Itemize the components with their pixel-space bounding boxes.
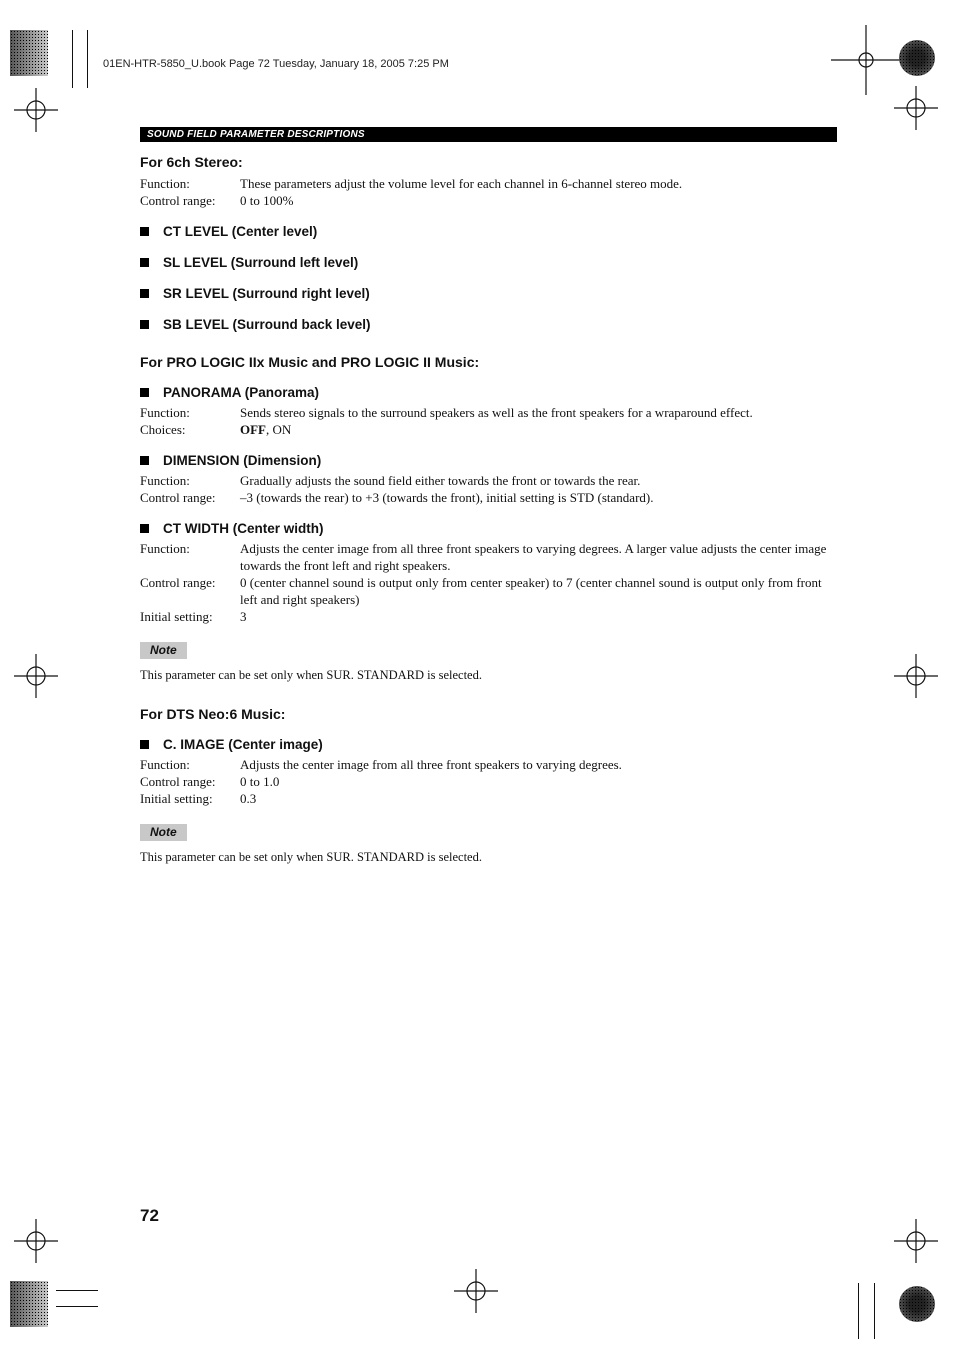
square-bullet-icon — [140, 524, 149, 533]
param-row — [140, 574, 837, 608]
param-label: Initial setting: — [140, 791, 213, 806]
param-row — [140, 608, 837, 625]
square-bullet-icon — [140, 456, 149, 465]
param-row — [140, 540, 837, 574]
bullet-item-panorama — [140, 384, 837, 401]
crop-line-icon — [874, 1283, 875, 1339]
param-value — [240, 421, 837, 438]
param-label: Control range: — [140, 774, 216, 789]
registration-crosshair-icon — [14, 654, 58, 698]
param-label: Initial setting: — [140, 609, 213, 624]
crop-line-icon — [56, 1306, 98, 1307]
bullet-item-sl-level — [140, 254, 837, 271]
param-label: Control range: — [140, 575, 216, 590]
bullet-item-label: DIMENSION (Dimension) — [163, 453, 322, 468]
param-row — [140, 421, 837, 438]
choice-rest: , ON — [266, 422, 292, 437]
crop-line-icon — [858, 1283, 859, 1339]
param-row — [140, 756, 837, 773]
param-label: Control range: — [140, 193, 216, 208]
param-row — [140, 192, 837, 209]
square-bullet-icon — [140, 289, 149, 298]
param-label: Function: — [140, 757, 190, 772]
bullet-item-sr-level — [140, 285, 837, 302]
section-banner: SOUND FIELD PARAMETER DESCRIPTIONS — [140, 127, 837, 142]
note-text: This parameter can be set only when SUR. STANDARD is selected. — [140, 850, 482, 864]
bullet-item-c-image — [140, 736, 837, 753]
crop-line-icon — [72, 30, 73, 88]
param-row — [140, 175, 837, 192]
bullet-item-label: C. IMAGE (Center image) — [163, 737, 323, 752]
param-label: Function: — [140, 473, 190, 488]
param-row — [140, 773, 837, 790]
registration-crosshair-icon — [14, 1219, 58, 1263]
halftone-disc-bottom-right-icon — [899, 1286, 935, 1322]
bullet-item-sb-level — [140, 316, 837, 333]
param-value: 0 to 100% — [240, 193, 294, 208]
bullet-item-ct-level — [140, 223, 837, 240]
bullet-item-label: SB LEVEL (Surround back level) — [163, 317, 371, 332]
choice-default: OFF — [240, 422, 266, 437]
param-value: 0.3 — [240, 791, 257, 806]
heading-pro-logic: For PRO LOGIC IIx Music and PRO LOGIC II Music: — [140, 354, 480, 370]
registration-crosshair-icon — [14, 88, 58, 132]
halftone-disc-top-right-icon — [899, 40, 935, 76]
param-label: Function: — [140, 541, 190, 556]
param-row — [140, 404, 837, 421]
note-badge: Note — [140, 824, 187, 841]
param-row — [140, 790, 837, 807]
param-value: 0 to 1.0 — [240, 774, 280, 789]
param-label: Choices: — [140, 422, 186, 437]
param-value: 0 (center channel sound is output only from center speaker) to 7 (center channel sound is output only from front left and right speakers) — [240, 575, 822, 607]
crop-line-icon — [87, 30, 88, 88]
bullet-item-label: CT WIDTH (Center width) — [163, 521, 324, 536]
registration-crosshair-icon — [894, 654, 938, 698]
page-content — [140, 127, 837, 865]
heading-6ch-stereo: For 6ch Stereo: — [140, 154, 243, 170]
param-value: –3 (towards the rear) to +3 (towards the front), initial setting is STD (standard). — [240, 490, 654, 505]
halftone-patch-top-left-icon — [10, 30, 48, 76]
registration-crosshair-icon — [454, 1269, 498, 1313]
registration-cross-icon — [831, 25, 901, 95]
param-value: Adjusts the center image from all three front speakers to varying degrees. — [240, 757, 622, 772]
crop-line-icon — [56, 1290, 98, 1291]
param-value: Adjusts the center image from all three front speakers to varying degrees. A larger value adjusts the center image towards the front left and right speakers. — [240, 541, 827, 573]
square-bullet-icon — [140, 740, 149, 749]
square-bullet-icon — [140, 258, 149, 267]
param-label: Function: — [140, 176, 190, 191]
bullet-item-label: SR LEVEL (Surround right level) — [163, 286, 370, 301]
param-row — [140, 489, 837, 506]
bullet-item-label: CT LEVEL (Center level) — [163, 224, 318, 239]
page-number: 72 — [140, 1206, 159, 1225]
param-row — [140, 472, 837, 489]
registration-crosshair-icon — [894, 1219, 938, 1263]
bullet-item-dimension — [140, 452, 837, 469]
note-badge: Note — [140, 642, 187, 659]
halftone-patch-bottom-left-icon — [10, 1281, 48, 1327]
param-label: Control range: — [140, 490, 216, 505]
bullet-item-ct-width — [140, 520, 837, 537]
registration-crosshair-icon — [894, 86, 938, 130]
bullet-item-label: PANORAMA (Panorama) — [163, 385, 320, 400]
param-value: These parameters adjust the volume level for each channel in 6-channel stereo mode. — [240, 176, 683, 191]
bullet-item-label: SL LEVEL (Surround left level) — [163, 255, 359, 270]
square-bullet-icon — [140, 320, 149, 329]
param-label: Function: — [140, 405, 190, 420]
file-info-line: 01EN-HTR-5850_U.book Page 72 Tuesday, January 18, 2005 7:25 PM — [103, 58, 449, 70]
note-text: This parameter can be set only when SUR. STANDARD is selected. — [140, 668, 482, 682]
square-bullet-icon — [140, 227, 149, 236]
param-value: Sends stereo signals to the surround speakers as well as the front speakers for a wraparound effect. — [240, 405, 753, 420]
heading-dts-neo6: For DTS Neo:6 Music: — [140, 706, 286, 722]
square-bullet-icon — [140, 388, 149, 397]
param-value: Gradually adjusts the sound field either towards the front or towards the rear. — [240, 473, 641, 488]
param-value: 3 — [240, 609, 247, 624]
